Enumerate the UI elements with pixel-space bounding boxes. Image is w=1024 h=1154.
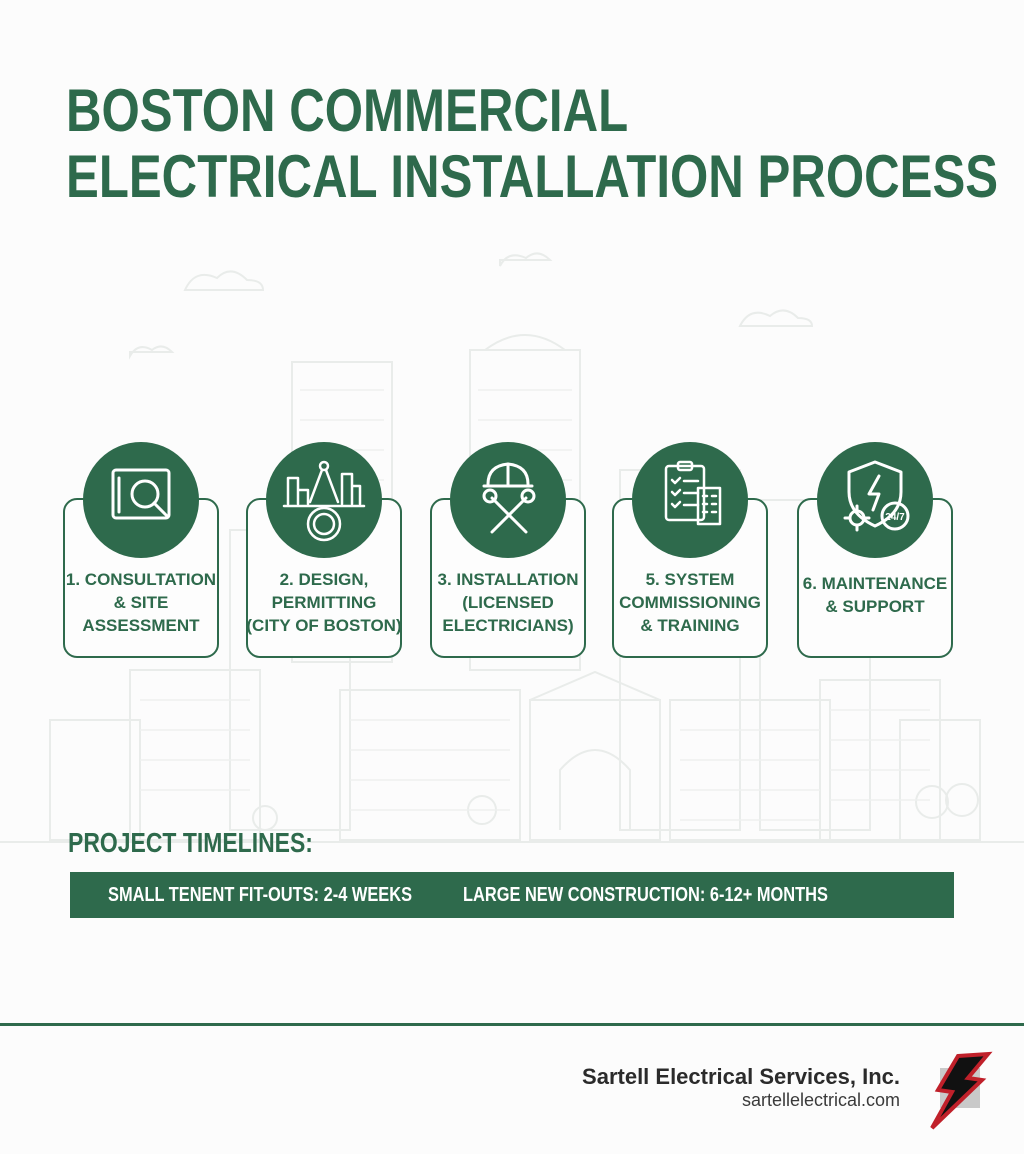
infographic-title bbox=[66, 78, 998, 210]
timelines-heading: PROJECT TIMELINES: bbox=[68, 827, 313, 858]
step-badge-maintenance bbox=[817, 442, 933, 558]
step-label-design-permitting: 2. DESIGN, PERMITTING (CITY OF BOSTON) bbox=[246, 570, 402, 635]
footer-divider bbox=[0, 1023, 1024, 1026]
step-badge-consultation bbox=[83, 442, 199, 558]
document-magnifier-icon bbox=[83, 442, 199, 558]
timelines-bar bbox=[70, 872, 954, 918]
step-badge-design-permitting bbox=[266, 442, 382, 558]
step-badge-installation bbox=[450, 442, 566, 558]
support-badge-text: 24/7 bbox=[885, 512, 905, 523]
step-label-consultation: 1. CONSULTATION & SITE ASSESSMENT bbox=[65, 570, 217, 635]
blueprint-compass-seal-icon bbox=[266, 442, 382, 558]
step-label-maintenance: 6. MAINTENANCE & SUPPORT bbox=[802, 574, 948, 616]
timeline-small-fitouts: SMALL TENENT FIT-OUTS: 2-4 WEEKS bbox=[108, 884, 413, 906]
timeline-large-construction: LARGE NEW CONSTRUCTION: 6-12+ MONTHS bbox=[463, 884, 828, 906]
checklist-building-icon bbox=[632, 442, 748, 558]
step-label-installation: 3. INSTALLATION (LICENSED ELECTRICIANS) bbox=[437, 570, 579, 635]
shield-gear-24-7-icon bbox=[817, 442, 933, 558]
step-label-commissioning: 5. SYSTEM COMMISSIONING & TRAINING bbox=[619, 570, 761, 635]
step-badge-commissioning bbox=[632, 442, 748, 558]
title-line-1: BOSTON COMMERCIAL bbox=[66, 77, 629, 144]
company-name: Sartell Electrical Services, Inc. bbox=[582, 1064, 900, 1089]
title-line-2: ELECTRICAL INSTALLATION PROCESS bbox=[66, 143, 999, 210]
hardhat-tools-icon bbox=[450, 442, 566, 558]
lightning-bolt-logo-icon bbox=[918, 1048, 1002, 1134]
company-url: sartellelectrical.com bbox=[741, 1090, 900, 1110]
